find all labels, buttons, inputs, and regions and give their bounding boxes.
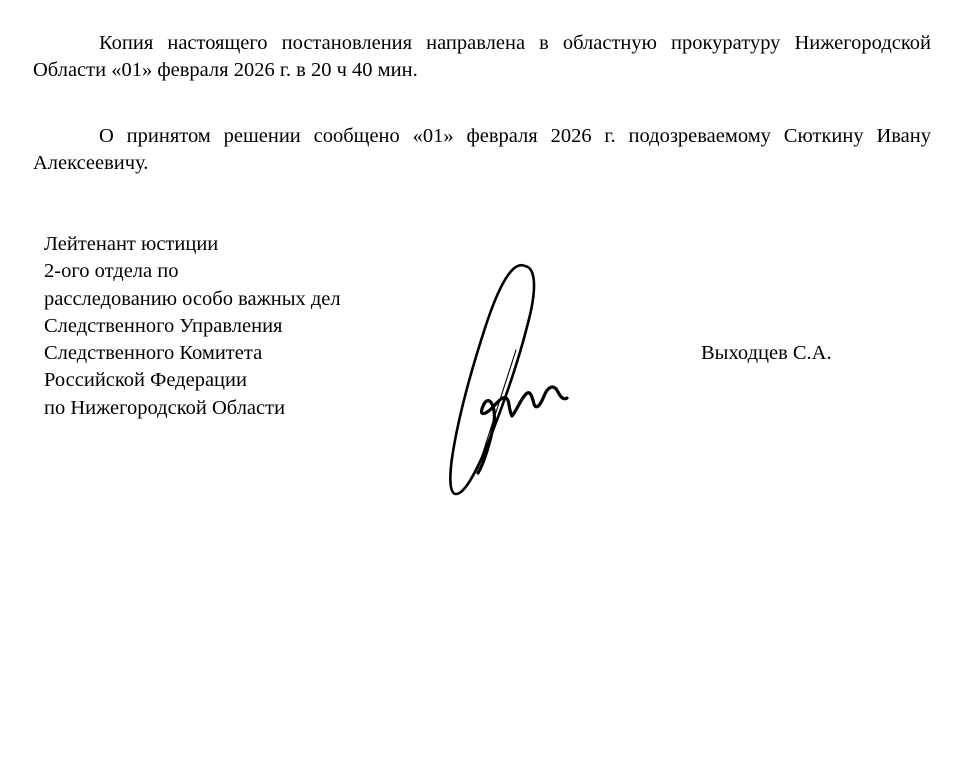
signatory-committee-line: Следственного Комитета: [44, 342, 263, 365]
signatory-country-line: Российской Федерации: [44, 369, 247, 392]
signer-name: Выходцев С.А.: [701, 342, 832, 364]
signatory-position-block: [44, 231, 341, 422]
copy-notice-paragraph: Копия настоящего постановления направлена в областную прокуратуру Нижегородской Области «01» февраля 2026 г. в 20 ч 40 мин.: [33, 32, 931, 81]
signatory-division-line: расследованию особо важных дел: [44, 287, 341, 310]
signatory-department-line: 2-ого отдела по: [44, 260, 179, 283]
handwritten-signature: [440, 258, 575, 503]
signatory-region-line: по Нижегородской Области: [44, 396, 286, 419]
signatory-administration-line: Следственного Управления: [44, 314, 283, 337]
signatory-rank-line: Лейтенант юстиции: [44, 233, 219, 255]
decision-notice-paragraph: О принятом решении сообщено «01» февраля 2026 г. подозреваемому Сюткину Ивану Алексеевичу.: [33, 125, 931, 174]
